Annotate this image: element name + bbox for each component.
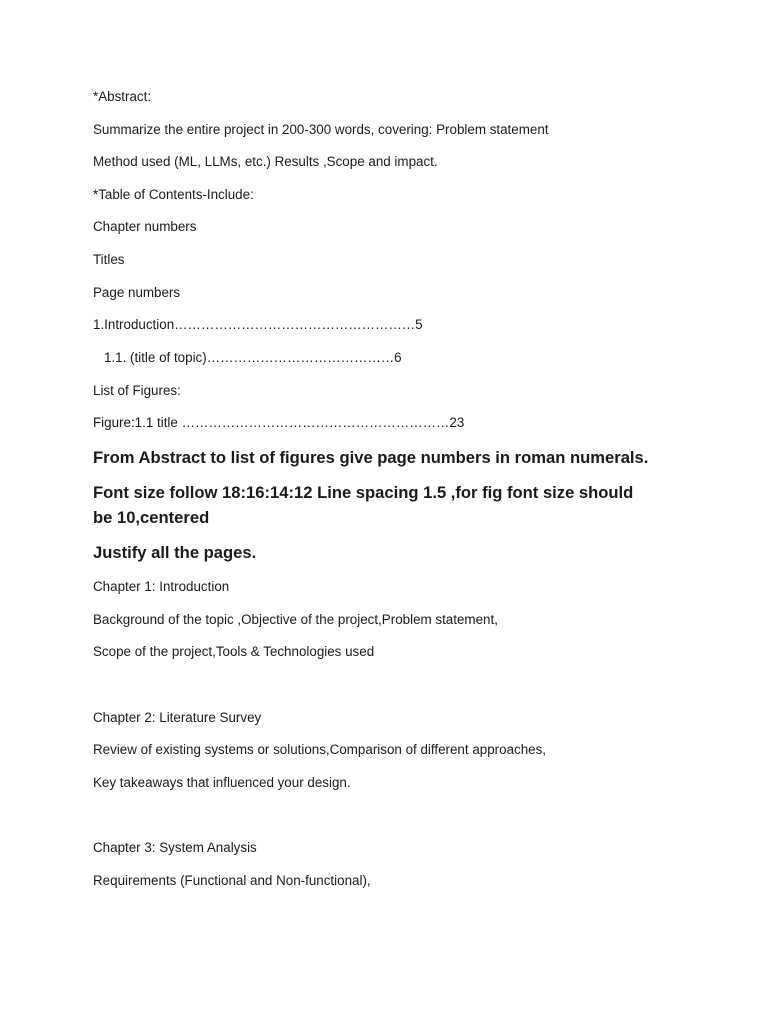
chapter-3-line-1: Requirements (Functional and Non-functional), <box>93 873 371 888</box>
abstract-line-2: Method used (ML, LLMs, etc.) Results ,Scope and impact. <box>93 154 438 169</box>
note-roman-numerals: From Abstract to list of figures give page numbers in roman numerals. <box>93 448 649 467</box>
toc-example-introduction: 1.Introduction………………………………………………5 <box>93 317 423 332</box>
chapter-3-title: Chapter 3: System Analysis <box>93 840 257 855</box>
abstract-line-1: Summarize the entire project in 200-300 words, covering: Problem statement <box>93 122 549 137</box>
chapter-1-line-1: Background of the topic ,Objective of the project,Problem statement, <box>93 612 498 627</box>
toc-item-page-numbers: Page numbers <box>93 285 181 300</box>
chapter-1-title: Chapter 1: Introduction <box>93 579 230 594</box>
chapter-2-title: Chapter 2: Literature Survey <box>93 710 262 725</box>
note-justify: Justify all the pages. <box>93 543 257 562</box>
chapter-2-line-2: Key takeaways that influenced your design. <box>93 775 351 790</box>
note-font-size: Font size follow 18:16:14:12 Line spacing 1.5 ,for fig font size should be 10,centered <box>93 483 634 527</box>
toc-item-titles: Titles <box>93 252 125 267</box>
list-of-figures-example: Figure:1.1 title ……………………………………………………23 <box>93 415 465 430</box>
toc-example-subtopic: 1.1. (title of topic)……………………………………6 <box>104 350 402 365</box>
toc-item-chapter-numbers: Chapter numbers <box>93 219 197 234</box>
chapter-2-line-1: Review of existing systems or solutions,Comparison of different approaches, <box>93 742 547 757</box>
toc-heading: *Table of Contents-Include: <box>93 187 254 202</box>
chapter-1-line-2: Scope of the project,Tools & Technologies used <box>93 644 375 659</box>
list-of-figures-heading: List of Figures: <box>93 383 181 398</box>
abstract-heading: *Abstract: <box>93 89 152 104</box>
